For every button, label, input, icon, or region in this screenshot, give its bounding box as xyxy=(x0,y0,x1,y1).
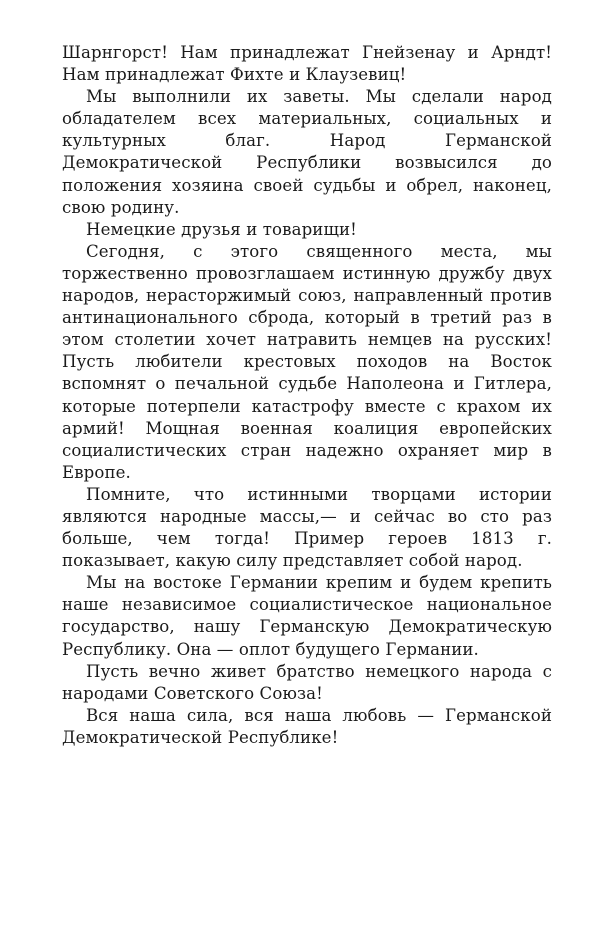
paragraph-5: Помните, что истинными творцами истории являются народные массы,— и сейчас во сто раз больше, чем тогда! Пример героев 1813 г. показывает, какую силу представляет собой народ. xyxy=(62,484,552,571)
paragraph-6: Мы на востоке Германии крепим и будем крепить наше независимое социалистическое национальное государство, нашу Германскую Демократическую Республику. Она — оплот будущего Германии. xyxy=(62,573,552,659)
paragraph-1: Шарнгорст! Нам принадлежат Гнейзенау и Арндт! Нам принадлежат Фихте и Клаузевиц! xyxy=(62,43,552,85)
paragraph-4: Сегодня, с этого священного места, мы торжественно провозглашаем истинную дружбу двух народов, нерасторжимый союз, направленный против антинационального сброда, который в третий раз в этом столетии хочет натравить немцев на русских! Пусть любители крестовых походов на Восток вспомнят о печальной судьбе Наполеона и Гитлера, которые потерпели катастрофу вместе с крахом их армий! Мощная военная коалиция европейских социалистических стран надежно охраняет мир в Европе. xyxy=(62,241,552,482)
paragraph-2: Мы выполнили их заветы. Мы сделали народ обладателем всех материальных, социальных и культурных благ. Народ Германской Демократической Республики возвысился до положения хозяина своей судьбы и обрел, наконец, свою родину. xyxy=(62,87,552,217)
paragraph-8: Вся наша сила, вся наша любовь — Германской Демократической Республике! xyxy=(62,705,552,747)
body-text xyxy=(62,42,552,749)
paragraph-3: Немецкие друзья и товарищи! xyxy=(86,219,357,239)
paragraph-7: Пусть вечно живет братство немецкого народа с народами Советского Союза! xyxy=(62,661,552,703)
